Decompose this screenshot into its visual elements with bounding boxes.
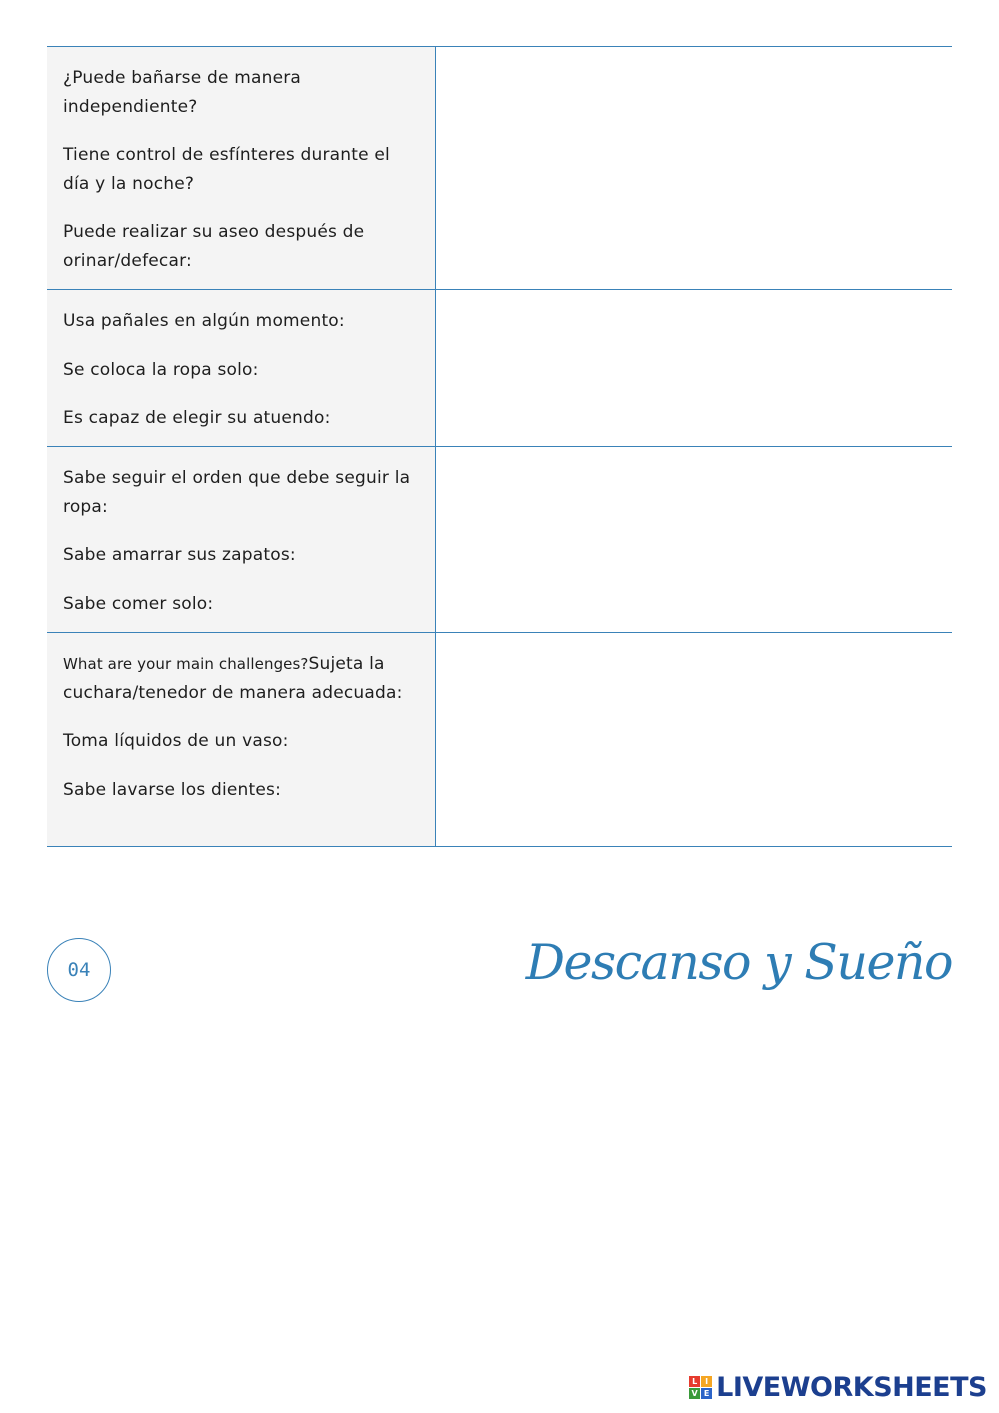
- question-toilet-hygiene: Puede realizar su aseo después de orinar/defecar:: [63, 222, 365, 271]
- worksheet-table: [47, 46, 952, 847]
- answer-input[interactable]: [436, 633, 952, 846]
- answer-input[interactable]: [436, 47, 952, 289]
- question-eats-alone: Sabe comer solo:: [63, 593, 214, 614]
- challenges-prefix: What are your main challenges?: [63, 655, 309, 673]
- liveworksheets-icon: [689, 1376, 712, 1399]
- question-holds-cutlery: [63, 650, 421, 707]
- logo-tile-i: I: [701, 1376, 712, 1387]
- question-cell: [47, 47, 436, 289]
- table-row: [47, 447, 952, 633]
- question-ties-shoes: Sabe amarrar sus zapatos:: [63, 545, 296, 565]
- logo-tile-v: V: [689, 1388, 700, 1399]
- table-row: [47, 290, 952, 447]
- question-chooses-outfit: Es capaz de elegir su atuendo:: [63, 408, 331, 428]
- liveworksheets-logo: [689, 1372, 987, 1403]
- answer-cell: [436, 290, 952, 446]
- question-cell: [47, 290, 436, 446]
- question-sphincter-control: Tiene control de esfínteres durante el día y la noche?: [63, 145, 390, 194]
- answer-cell: [436, 447, 952, 632]
- question-brushes-teeth: Sabe lavarse los dientes:: [63, 779, 282, 800]
- answer-cell: [436, 633, 952, 846]
- section-number-badge: 04: [47, 938, 111, 1002]
- answer-input[interactable]: [436, 290, 952, 446]
- answer-cell: [436, 47, 952, 289]
- section-title: Descanso y Sueño: [525, 934, 952, 991]
- brand-name: LIVEWORKSHEETS: [716, 1372, 987, 1403]
- question-diapers: Usa pañales en algún momento:: [63, 311, 345, 331]
- question-bathing: ¿Puede bañarse de manera independiente?: [63, 68, 302, 117]
- logo-tile-e: E: [701, 1388, 712, 1399]
- table-row: [47, 633, 952, 847]
- table-row: [47, 47, 952, 290]
- question-cell: [47, 633, 436, 846]
- question-holds-cutlery-text: Sujeta la cuchara/tenedor de manera adecuada:: [63, 654, 403, 703]
- question-clothing-order: Sabe seguir el orden que debe seguir la ropa:: [63, 468, 411, 517]
- question-drinks-from-glass: Toma líquidos de un vaso:: [63, 731, 289, 751]
- question-cell: [47, 447, 436, 632]
- question-dresses-alone: Se coloca la ropa solo:: [63, 359, 259, 380]
- answer-input[interactable]: [436, 447, 952, 632]
- logo-tile-l: L: [689, 1376, 700, 1387]
